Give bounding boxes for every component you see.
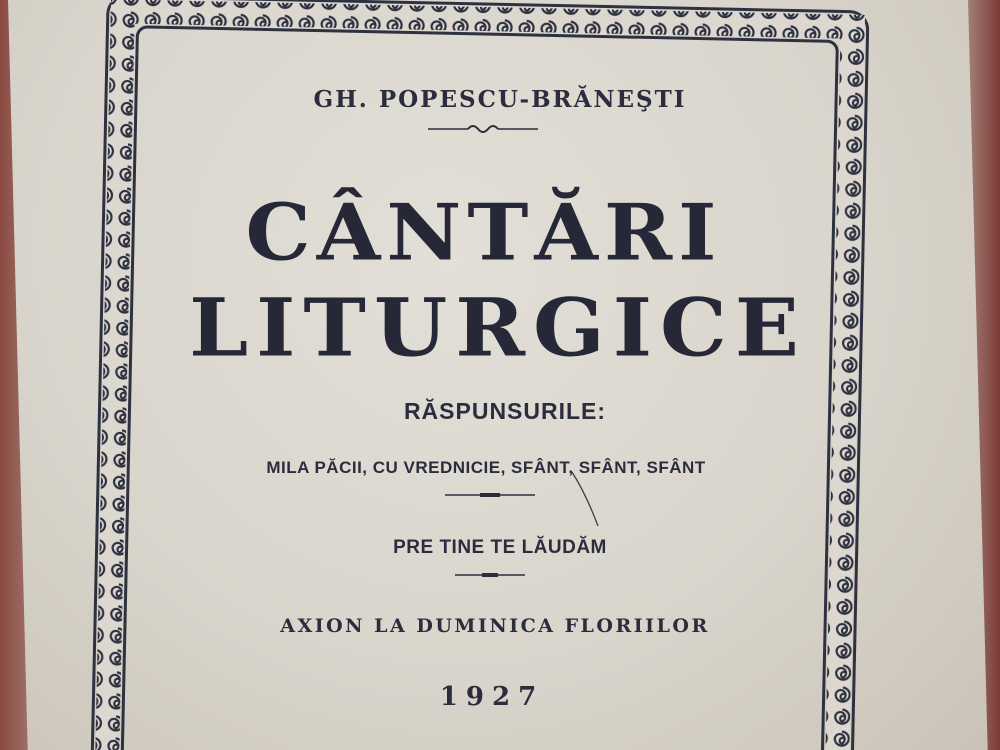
publication-year: 1927 — [439, 682, 545, 712]
section-axion: AXION LA DUMINICA FLORIILOR — [280, 615, 710, 637]
author-name: GH. POPESCU-BRĂNEŞTI — [313, 86, 687, 113]
pen-mark — [570, 470, 610, 530]
title-line-1: CÂNTĂRI — [245, 187, 723, 279]
ornament-divider-top — [428, 122, 538, 136]
ornament-divider-2 — [455, 570, 525, 580]
title-line-2: LITURGICE — [189, 280, 807, 375]
ornament-divider-1 — [445, 490, 535, 500]
subtitle: RĂSPUNSURILE: — [403, 398, 607, 424]
section-pre-tine: PRE TINE TE LĂUDĂM — [393, 537, 607, 558]
items-list: MILA PĂCII, CU VREDNICIE, SFÂNT, SFÂNT, SFÂNT — [266, 458, 706, 477]
